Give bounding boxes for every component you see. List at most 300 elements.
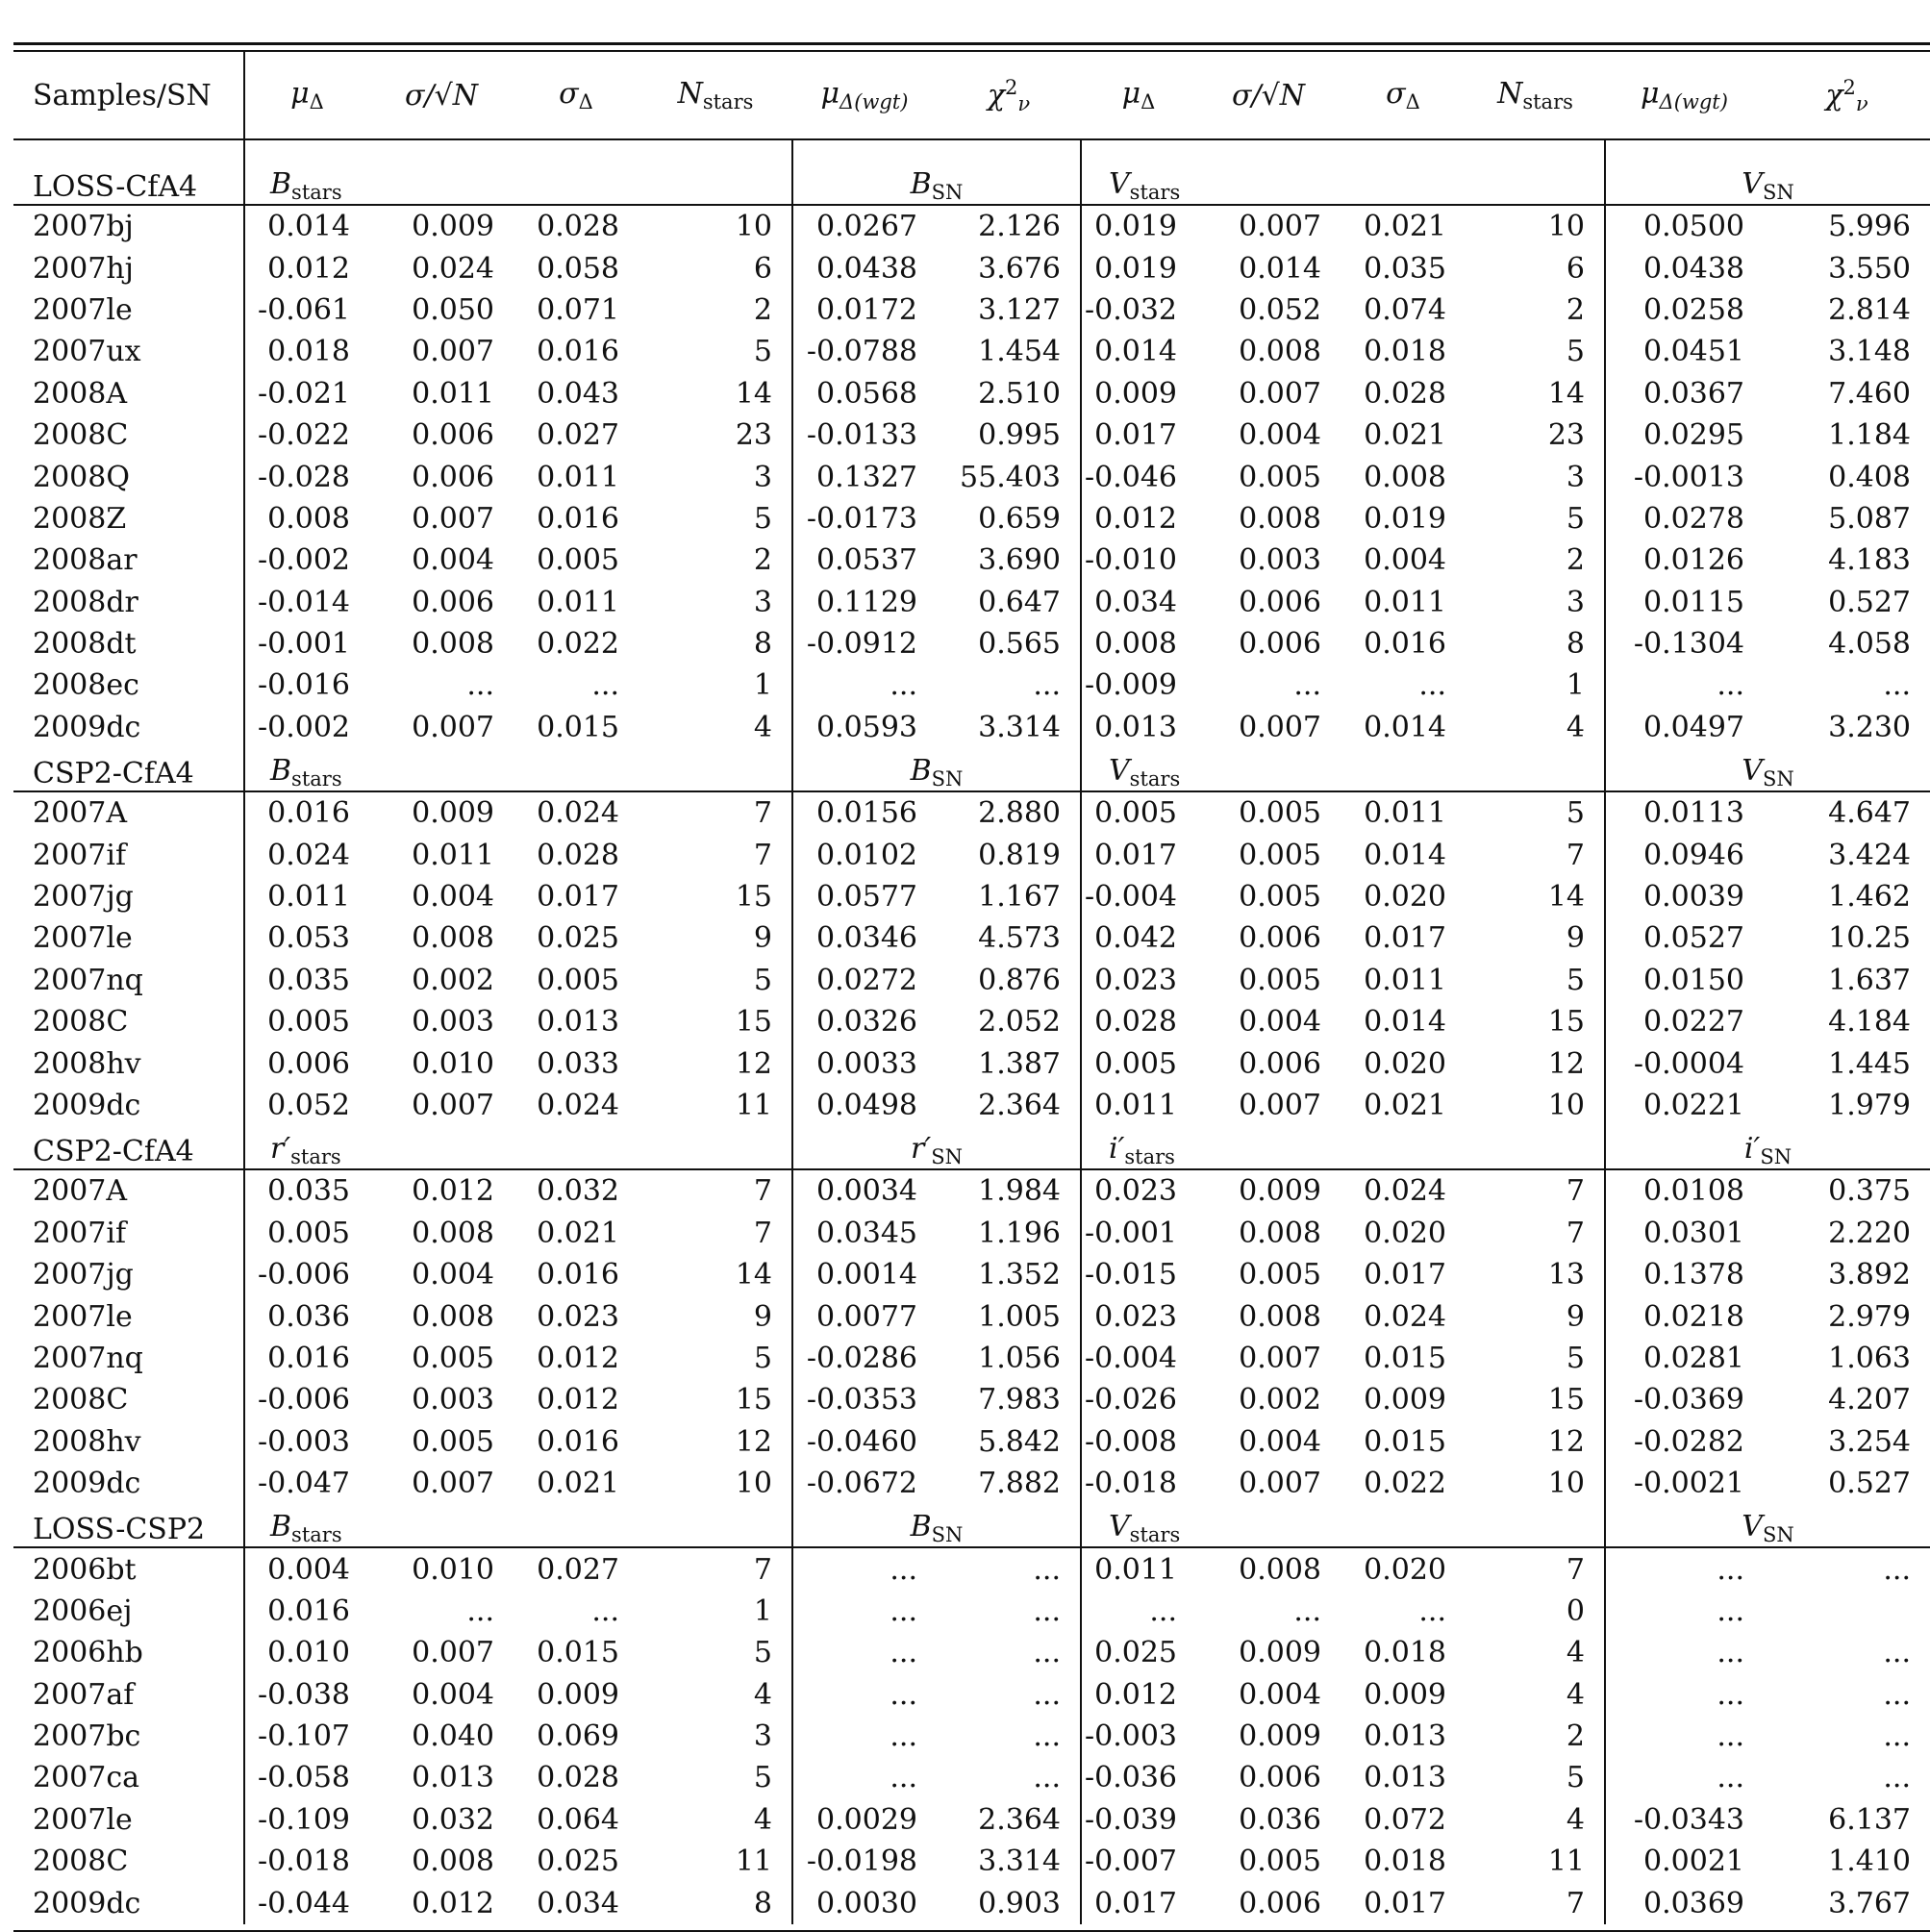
value-cell: 0.017: [1364, 1886, 1446, 1920]
value-cell: -0.004: [1081, 1338, 1196, 1379]
value-cell: ...: [792, 1547, 937, 1590]
value-cell: -0.003: [257, 1424, 350, 1459]
band-sn-1: $r'_{SN}$: [792, 1126, 1081, 1169]
value-cell: 0.024: [537, 796, 619, 831]
table-row: [13, 1421, 1930, 1463]
table-row: [13, 498, 1930, 539]
value-cell: 1: [1566, 668, 1585, 703]
value-cell: 0.052: [267, 1089, 350, 1122]
value-cell: 6: [1566, 251, 1585, 286]
value-cell: 0.021: [1364, 1089, 1446, 1122]
value-cell: 9: [753, 1299, 772, 1334]
value-cell: -0.0173: [792, 498, 937, 539]
value-cell: 1.410: [1828, 1844, 1911, 1879]
sn-name-cell: 2008ar: [13, 539, 244, 581]
value-cell: 0.024: [537, 1089, 619, 1122]
value-cell: 0.0102: [792, 834, 937, 875]
value-cell: 0.028: [537, 210, 619, 244]
value-cell: 0.012: [1081, 498, 1196, 539]
value-cell: 0.033: [537, 1046, 619, 1081]
value-cell: 2.880: [978, 796, 1061, 831]
value-cell: 0.016: [267, 796, 350, 831]
value-cell: 0.021: [537, 1467, 619, 1501]
sn-name-cell: 2008C: [13, 1841, 244, 1882]
value-cell: 0.019: [1081, 205, 1196, 247]
value-cell: -0.0021: [1605, 1463, 1764, 1504]
sn-name-cell: 2007le: [13, 289, 244, 331]
sn-name-cell: 2008C: [13, 414, 244, 456]
value-cell: 11: [735, 1089, 772, 1122]
value-cell: 0.022: [1364, 1467, 1446, 1501]
value-cell: 0.017: [1081, 834, 1196, 875]
value-cell: 0.025: [537, 921, 619, 956]
value-cell: 0.011: [412, 376, 494, 411]
value-cell: -0.026: [1081, 1379, 1196, 1420]
table-row: [13, 665, 1930, 706]
value-cell: 0.008: [267, 501, 350, 536]
sn-name-cell: 2008dr: [13, 582, 244, 623]
value-cell: ...: [1418, 668, 1446, 703]
value-cell: 1.196: [978, 1216, 1061, 1250]
value-cell: 0.0115: [1605, 582, 1764, 623]
value-cell: 1.184: [1828, 418, 1911, 453]
band-sn-1: $B_{SN}$: [792, 139, 1081, 205]
value-cell: 7: [753, 838, 772, 872]
value-cell: 10: [1547, 1467, 1585, 1501]
value-cell: 0.008: [1364, 460, 1446, 494]
value-cell: 0.021: [537, 1216, 619, 1250]
header-sigma-2: $\sigma_\Delta$: [1341, 52, 1466, 139]
value-cell: 0.072: [1364, 1802, 1446, 1837]
header-samples: Samples/SN: [13, 52, 244, 139]
value-cell: 5: [753, 1761, 772, 1795]
value-cell: 1: [753, 668, 772, 703]
value-cell: -0.003: [1081, 1716, 1196, 1757]
value-cell: 0.005: [1081, 1042, 1196, 1084]
value-cell: 0.003: [412, 1005, 494, 1040]
value-cell: 5: [753, 1636, 772, 1670]
value-cell: 0.005: [412, 1424, 494, 1459]
value-cell: 0.006: [1239, 1761, 1321, 1795]
value-cell: 0.007: [412, 1089, 494, 1122]
value-cell: 0.005: [267, 1005, 350, 1040]
value-cell: 1.063: [1828, 1341, 1911, 1375]
value-cell: 0.009: [412, 210, 494, 244]
table-row: [13, 539, 1930, 581]
value-cell: 0.008: [412, 1299, 494, 1334]
value-cell: 0.008: [1239, 1216, 1321, 1250]
sn-name-cell: 2007af: [13, 1674, 244, 1716]
value-cell: 0.018: [1364, 1636, 1446, 1670]
value-cell: 0.565: [978, 627, 1061, 662]
value-cell: 3: [1566, 460, 1585, 494]
value-cell: 0.011: [1081, 1547, 1196, 1590]
value-cell: ...: [1033, 1677, 1061, 1712]
value-cell: 0.0029: [792, 1799, 937, 1841]
section-label: LOSS-CSP2: [13, 1504, 244, 1547]
value-cell: 0.011: [267, 880, 350, 915]
value-cell: -0.032: [1081, 289, 1196, 331]
value-cell: 0.008: [1239, 335, 1321, 369]
value-cell: 0.0438: [792, 247, 937, 289]
value-cell: 0.034: [1081, 582, 1196, 623]
value-cell: -0.107: [257, 1719, 350, 1754]
value-cell: -0.022: [257, 418, 350, 453]
value-cell: 4: [1566, 1802, 1585, 1837]
value-cell: 0.020: [1364, 1046, 1446, 1081]
value-cell: 3.892: [1828, 1258, 1911, 1292]
value-cell: 0.018: [267, 335, 350, 369]
value-cell: 10: [1547, 1089, 1585, 1122]
value-cell: 3.148: [1828, 335, 1911, 369]
value-cell: ...: [1033, 1552, 1061, 1587]
sn-name-cell: 2006bt: [13, 1547, 244, 1590]
value-cell: -0.006: [257, 1258, 350, 1292]
header-mu: $\mu_\Delta$: [244, 52, 369, 139]
value-cell: 0.004: [1239, 1005, 1321, 1040]
value-cell: 0.021: [1364, 210, 1446, 244]
value-cell: 5: [753, 501, 772, 536]
value-cell: 0.016: [537, 335, 619, 369]
value-cell: 12: [1547, 1424, 1585, 1459]
value-cell: 0.0227: [1605, 1001, 1764, 1042]
value-cell: ...: [466, 1593, 494, 1628]
value-cell: 7: [1566, 1216, 1585, 1250]
sn-name-cell: 2008C: [13, 1001, 244, 1042]
value-cell: -0.0004: [1605, 1042, 1764, 1084]
header-sigma: $\sigma_\Delta$: [514, 52, 639, 139]
value-cell: 0.0033: [792, 1042, 937, 1084]
value-cell: 8: [753, 627, 772, 662]
value-cell: -0.044: [257, 1886, 350, 1920]
value-cell: 0.008: [412, 1844, 494, 1879]
value-cell: -0.0282: [1605, 1421, 1764, 1463]
sn-name-cell: 2007bj: [13, 205, 244, 247]
value-cell: 5.087: [1828, 501, 1911, 536]
value-cell: 7: [753, 1216, 772, 1250]
band-stars-2: $i'_{stars}$: [1081, 1126, 1605, 1169]
value-cell: 0.0498: [792, 1085, 937, 1126]
value-cell: 0.018: [1364, 335, 1446, 369]
value-cell: 5: [753, 1341, 772, 1375]
value-cell: 9: [1566, 1299, 1585, 1334]
value-cell: 9: [1566, 921, 1585, 956]
value-cell: 0.036: [267, 1299, 350, 1334]
value-cell: 12: [735, 1046, 772, 1081]
sn-name-cell: 2007le: [13, 917, 244, 959]
value-cell: 0.0326: [792, 1001, 937, 1042]
value-cell: 0.014: [1364, 838, 1446, 872]
table-row: [13, 1001, 1930, 1042]
sn-name-cell: 2007jg: [13, 876, 244, 917]
value-cell: 0.0568: [792, 373, 937, 414]
table-row: [13, 1799, 1930, 1841]
sn-name-cell: 2008Z: [13, 498, 244, 539]
value-cell: ...: [1293, 1593, 1321, 1628]
header-sigma-rootn: σ/√N: [369, 52, 514, 139]
value-cell: 0.009: [1081, 373, 1196, 414]
value-cell: 0.1129: [792, 582, 937, 623]
value-cell: 5: [1566, 1341, 1585, 1375]
sn-name-cell: 2008C: [13, 1379, 244, 1420]
value-cell: 0.0034: [792, 1169, 937, 1212]
value-cell: 0.013: [412, 1761, 494, 1795]
value-cell: 15: [735, 880, 772, 915]
value-cell: 2: [1566, 543, 1585, 578]
value-cell: 0.020: [1364, 880, 1446, 915]
value-cell: 0.014: [267, 210, 350, 244]
section-header-row: [13, 1504, 1930, 1547]
value-cell: -0.036: [1081, 1757, 1196, 1798]
value-cell: 6: [753, 251, 772, 286]
value-cell: 0.050: [412, 292, 494, 327]
band-sn-1: $B_{SN}$: [792, 1504, 1081, 1547]
header-mu-2: $\mu_\Delta$: [1081, 52, 1196, 139]
value-cell: 0.007: [1239, 710, 1321, 744]
sn-name-cell: 2007jg: [13, 1254, 244, 1295]
value-cell: 0.009: [1239, 1636, 1321, 1670]
sn-name-cell: 2008Q: [13, 456, 244, 497]
value-cell: 0.003: [412, 1383, 494, 1418]
table-row: [13, 1547, 1930, 1590]
value-cell: 2: [753, 543, 772, 578]
value-cell: 13: [1547, 1258, 1585, 1292]
value-cell: -0.018: [1081, 1463, 1196, 1504]
value-cell: 1: [753, 1593, 772, 1628]
value-cell: -0.028: [257, 460, 350, 494]
value-cell: 7: [1566, 1552, 1585, 1587]
value-cell: 4: [753, 710, 772, 744]
value-cell: 0.005: [267, 1216, 350, 1250]
value-cell: 0.006: [1239, 627, 1321, 662]
value-cell: 1.637: [1828, 963, 1911, 997]
value-cell: 0.005: [1239, 838, 1321, 872]
value-cell: -0.0460: [792, 1421, 937, 1463]
sn-name-cell: 2007A: [13, 1169, 244, 1212]
value-cell: 7.983: [978, 1383, 1061, 1418]
value-cell: 0.023: [1081, 1169, 1196, 1212]
sn-name-cell: 2007nq: [13, 1338, 244, 1379]
section-label: CSP2-CfA4: [13, 748, 244, 791]
value-cell: 0.0267: [792, 205, 937, 247]
value-cell: -0.0353: [792, 1379, 937, 1420]
value-cell: 0.058: [537, 251, 619, 286]
table-row: [13, 1213, 1930, 1254]
value-cell: 0.013: [1364, 1761, 1446, 1795]
value-cell: -0.058: [257, 1761, 350, 1795]
value-cell: ...: [792, 1716, 937, 1757]
value-cell: 3.127: [978, 292, 1061, 327]
value-cell: 0.005: [1239, 963, 1321, 997]
value-cell: ...: [792, 1591, 937, 1632]
value-cell: ...: [1033, 1636, 1061, 1670]
value-cell: 0.004: [412, 543, 494, 578]
value-cell: 0.011: [1364, 585, 1446, 619]
value-cell: 0.025: [1081, 1632, 1196, 1673]
value-cell: 0.017: [537, 880, 619, 915]
value-cell: 5: [1566, 963, 1585, 997]
value-cell: 0.015: [1364, 1424, 1446, 1459]
value-cell: 0.0537: [792, 539, 937, 581]
value-cell: 0.040: [412, 1719, 494, 1754]
value-cell: 12: [1547, 1046, 1585, 1081]
value-cell: 2.052: [978, 1005, 1061, 1040]
value-cell: 0.032: [412, 1802, 494, 1837]
value-cell: ...: [1883, 1761, 1911, 1795]
value-cell: -0.0788: [792, 331, 937, 372]
value-cell: 0.012: [1081, 1674, 1196, 1716]
value-cell: 0.004: [267, 1552, 350, 1587]
value-cell: -0.001: [257, 627, 350, 662]
band-sn-2: $i'_{SN}$: [1605, 1126, 1930, 1169]
value-cell: 0.0281: [1605, 1338, 1764, 1379]
table-row: [13, 205, 1930, 247]
value-cell: 10.25: [1828, 921, 1911, 956]
sn-name-cell: 2008hv: [13, 1042, 244, 1084]
value-cell: 2.364: [978, 1802, 1061, 1837]
value-cell: 0.007: [412, 335, 494, 369]
value-cell: 7.882: [978, 1467, 1061, 1501]
value-cell: 0.008: [1239, 1299, 1321, 1334]
value-cell: ...: [1605, 1757, 1764, 1798]
value-cell: 0.011: [1364, 963, 1446, 997]
value-cell: 0.024: [412, 251, 494, 286]
value-cell: 3: [753, 460, 772, 494]
band-sn-2: $V_{SN}$: [1605, 1504, 1930, 1547]
value-cell: 0.006: [1239, 921, 1321, 956]
value-cell: 0.008: [412, 1216, 494, 1250]
results-table: [13, 52, 1930, 1924]
value-cell: -0.0912: [792, 623, 937, 665]
value-cell: -0.002: [257, 543, 350, 578]
value-cell: 4: [753, 1802, 772, 1837]
value-cell: 9: [753, 921, 772, 956]
value-cell: 4.207: [1828, 1383, 1911, 1418]
value-cell: 0.071: [537, 292, 619, 327]
band-sn-1: $B_{SN}$: [792, 748, 1081, 791]
value-cell: 2.510: [978, 376, 1061, 411]
value-cell: 0.012: [412, 1886, 494, 1920]
value-cell: ...: [591, 668, 619, 703]
sn-name-cell: 2009dc: [13, 1463, 244, 1504]
value-cell: -0.046: [1081, 456, 1196, 497]
value-cell: 7: [753, 796, 772, 831]
value-cell: -0.006: [257, 1383, 350, 1418]
value-cell: -0.016: [257, 668, 350, 703]
value-cell: 0.028: [1364, 376, 1446, 411]
header-chi2-2: $\chi^2_\nu$: [1764, 52, 1930, 139]
table-row: [13, 1674, 1930, 1716]
value-cell: 0.005: [1239, 460, 1321, 494]
value-cell: -0.061: [257, 292, 350, 327]
value-cell: 0.0218: [1605, 1295, 1764, 1337]
value-cell: 0.006: [412, 460, 494, 494]
value-cell: 0.0593: [792, 707, 937, 748]
value-cell: 0.016: [537, 1258, 619, 1292]
value-cell: 2.126: [978, 210, 1061, 244]
value-cell: 0.042: [1081, 917, 1196, 959]
value-cell: -0.0286: [792, 1338, 937, 1379]
value-cell: 2.979: [1828, 1299, 1911, 1334]
value-cell: -0.008: [1081, 1421, 1196, 1463]
value-cell: 0.005: [1239, 1258, 1321, 1292]
value-cell: -0.0198: [792, 1841, 937, 1882]
value-cell: 0.0301: [1605, 1213, 1764, 1254]
band-stars-1: $B_{stars}$: [244, 139, 792, 205]
value-cell: 0.007: [412, 501, 494, 536]
value-cell: 0.006: [1239, 585, 1321, 619]
value-cell: 3.254: [1828, 1424, 1911, 1459]
value-cell: 0.027: [537, 418, 619, 453]
value-cell: ...: [1883, 668, 1911, 703]
value-cell: 3.550: [1828, 251, 1911, 286]
header-mu-wgt: $\mu_{\Delta(wgt)}$: [792, 52, 937, 139]
value-cell: 0.0295: [1605, 414, 1764, 456]
value-cell: 0.0014: [792, 1254, 937, 1295]
value-cell: 3: [753, 1719, 772, 1754]
value-cell: 0.1378: [1605, 1254, 1764, 1295]
value-cell: 4: [1566, 1636, 1585, 1670]
sn-name-cell: 2008A: [13, 373, 244, 414]
value-cell: -0.009: [1081, 665, 1196, 706]
value-cell: 0.006: [412, 418, 494, 453]
value-cell: 0.005: [1239, 880, 1321, 915]
value-cell: ...: [1605, 1632, 1764, 1673]
value-cell: 0.008: [412, 921, 494, 956]
value-cell: 0.006: [1239, 1886, 1321, 1920]
value-cell: 0.013: [1081, 707, 1196, 748]
value-cell: 0.012: [412, 1174, 494, 1209]
value-cell: 0.002: [1239, 1383, 1321, 1418]
table-row: [13, 1169, 1930, 1212]
value-cell: 1.984: [978, 1174, 1061, 1209]
value-cell: 0.016: [537, 501, 619, 536]
value-cell: 15: [1547, 1005, 1585, 1040]
value-cell: -0.001: [1081, 1213, 1196, 1254]
value-cell: 0.015: [537, 1636, 619, 1670]
value-cell: 0.011: [1364, 796, 1446, 831]
sn-name-cell: 2007if: [13, 1213, 244, 1254]
band-sn-2: $V_{SN}$: [1605, 139, 1930, 205]
value-cell: 0.014: [1364, 710, 1446, 744]
value-cell: 3: [1566, 585, 1585, 619]
value-cell: 0.0021: [1605, 1841, 1764, 1882]
value-cell: -0.007: [1081, 1841, 1196, 1882]
value-cell: -0.002: [257, 710, 350, 744]
value-cell: 0.053: [267, 921, 350, 956]
value-cell: 7: [753, 1174, 772, 1209]
value-cell: 0.0156: [792, 791, 937, 834]
value-cell: 0.009: [1239, 1174, 1321, 1209]
value-cell: 0.0577: [792, 876, 937, 917]
band-stars-1: $B_{stars}$: [244, 1504, 792, 1547]
value-cell: 0.016: [1364, 627, 1446, 662]
value-cell: 0.016: [267, 1593, 350, 1628]
value-cell: -0.047: [257, 1467, 350, 1501]
header-nstars-2: $N_{stars}$: [1466, 52, 1605, 139]
value-cell: 3: [753, 585, 772, 619]
value-cell: 0.016: [537, 1424, 619, 1459]
value-cell: -0.021: [257, 376, 350, 411]
value-cell: 1.056: [978, 1341, 1061, 1375]
value-cell: ...: [1605, 665, 1764, 706]
value-cell: 0.527: [1828, 585, 1911, 619]
value-cell: 0.008: [1239, 501, 1321, 536]
value-cell: 5: [1566, 501, 1585, 536]
value-cell: 0.012: [267, 251, 350, 286]
value-cell: 0.023: [537, 1299, 619, 1334]
value-cell: -0.0133: [792, 414, 937, 456]
